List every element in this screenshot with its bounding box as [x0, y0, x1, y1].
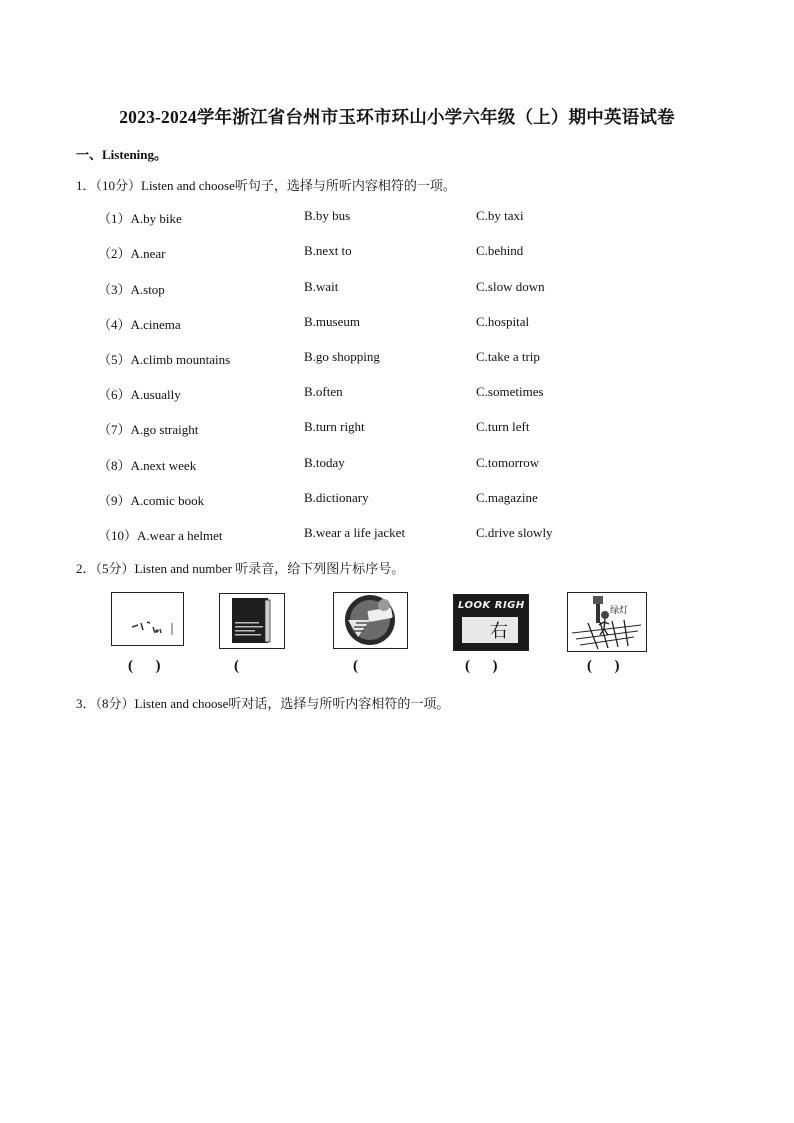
option-row: [0, 384, 794, 404]
option-a: （3）A.stop: [98, 282, 165, 297]
option-c: C.tomorrow: [476, 455, 540, 470]
option-a: （9）A.comic book: [98, 493, 205, 508]
answer-blank-3[interactable]: (: [353, 658, 358, 674]
option-row: [0, 525, 794, 545]
option-b: B.wait: [304, 279, 339, 294]
option-c: C.hospital: [476, 314, 530, 329]
right-character: 右: [490, 621, 508, 641]
answer-blank-2[interactable]: (: [234, 658, 239, 674]
option-c: C.sometimes: [476, 384, 544, 399]
picture-1: [111, 592, 184, 646]
sketch-image: [112, 593, 182, 644]
question-3-prompt: 3．（8分）Listen and choose听对话，选择与所听内容相符的一项。: [76, 696, 450, 711]
look-right-sign-text: LOOK RIGH: [458, 600, 525, 611]
answer-blank-4[interactable]: ( ): [465, 658, 498, 674]
book-image: [220, 594, 283, 647]
option-row: [0, 243, 794, 263]
page-title: 2023-2024学年浙江省台州市玉环市环山小学六年级（上）期中英语试卷: [119, 107, 675, 127]
option-row: [0, 279, 794, 299]
section-heading-listening: 一、Listening。: [76, 147, 168, 162]
option-c: C.turn left: [476, 419, 530, 434]
option-a: （7）A.go straight: [98, 422, 199, 437]
option-b: B.today: [304, 455, 345, 470]
option-c: C.by taxi: [476, 208, 524, 223]
option-row: [0, 455, 794, 475]
option-a: （1）A.by bike: [98, 211, 182, 226]
option-b: B.by bus: [304, 208, 351, 223]
option-c: C.magazine: [476, 490, 538, 505]
option-b: B.museum: [304, 314, 360, 329]
option-c: C.behind: [476, 243, 524, 258]
answer-blank-5[interactable]: ( ): [587, 658, 620, 674]
picture-2: [219, 593, 285, 649]
answer-blank-1[interactable]: ( ): [128, 658, 161, 674]
option-c: C.drive slowly: [476, 525, 553, 540]
option-c: C.slow down: [476, 279, 545, 294]
option-b: B.wear a life jacket: [304, 525, 406, 540]
round-photo-image: [334, 593, 406, 647]
option-a: （2）A.near: [98, 246, 166, 261]
option-row: [0, 349, 794, 369]
option-row: [0, 314, 794, 334]
option-a: （6）A.usually: [98, 387, 181, 402]
option-a: （4）A.cinema: [98, 317, 181, 332]
option-c: C.take a trip: [476, 349, 540, 364]
option-b: B.turn right: [304, 419, 365, 434]
option-a: （8）A.next week: [98, 458, 197, 473]
question-1-prompt: 1．（10分）Listen and choose听句子，选择与所听内容相符的一项。: [76, 178, 456, 193]
picture-5: [567, 592, 647, 652]
question-2-prompt: 2．（5分）Listen and number 听录音，给下列图片标序号。: [76, 561, 405, 576]
option-row: [0, 490, 794, 510]
picture-3: [333, 592, 408, 649]
option-row: [0, 208, 794, 228]
crosswalk-image: [568, 593, 645, 650]
green-light-label: 绿灯: [610, 606, 629, 616]
option-row: [0, 419, 794, 439]
option-a: （10）A.wear a helmet: [98, 528, 223, 543]
option-b: B.dictionary: [304, 490, 369, 505]
option-b: B.often: [304, 384, 343, 399]
picture-4: [453, 594, 529, 651]
option-b: B.next to: [304, 243, 352, 258]
option-a: （5）A.climb mountains: [98, 352, 231, 367]
option-b: B.go shopping: [304, 349, 380, 364]
